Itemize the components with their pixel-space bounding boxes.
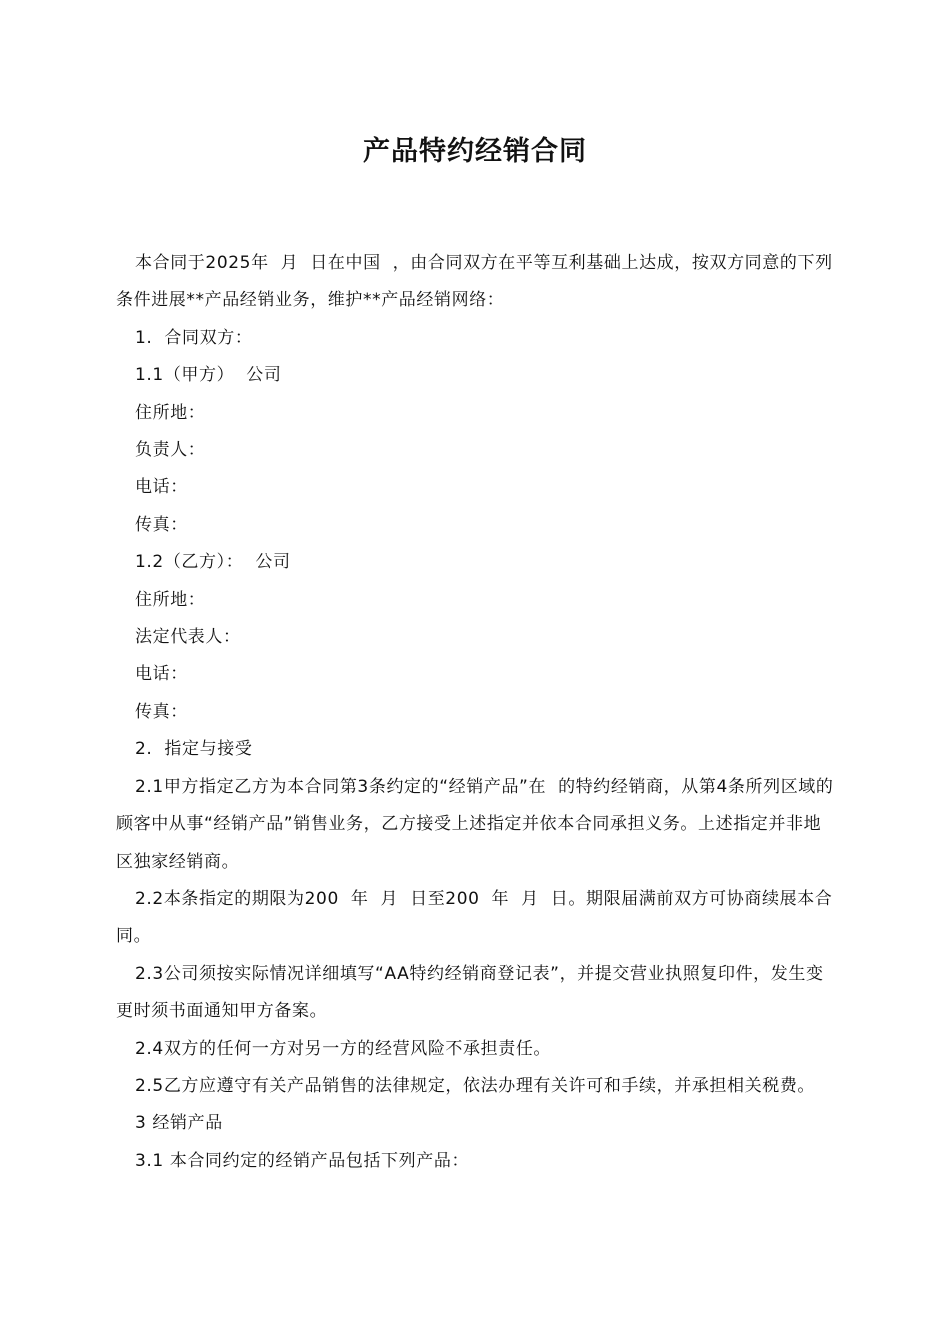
clause-2-1: 2.1甲方指定乙方为本合同第3条约定的“经销产品”在 的特约经销商，从第4条所列区域的顾客中从事“经销产品”销售业务，乙方接受上述指定并依本合同承担义务。上述指定并非地区独家经销商。 — [116, 776, 834, 872]
party-b-phone: 电话： — [135, 664, 188, 685]
clause-2-4: 2.4双方的任何一方对另一方的经营风险不承担责任。 — [135, 1038, 552, 1059]
document-body — [116, 245, 838, 1180]
party-a-address: 住所地： — [135, 402, 206, 423]
clause-3-1: 3.1 本合同约定的经销产品包括下列产品： — [135, 1150, 470, 1171]
party-b-fax: 传真： — [135, 701, 188, 722]
section-3-heading: 3 经销产品 — [135, 1113, 223, 1134]
section-1-heading: 1. 合同双方： — [135, 327, 253, 348]
preamble-paragraph: 本合同于2025年 月 日在中国 ，由合同双方在平等互利基础上达成，按双方同意的下列条件进展**产品经销业务，维护**产品经销网络： — [116, 253, 833, 311]
party-a-responsible-person: 负责人： — [135, 440, 206, 461]
clause-2-3: 2.3公司须按实际情况详细填写“AA特约经销商登记表”，并提交营业执照复印件，发生变更时须书面通知甲方备案。 — [116, 963, 824, 1022]
party-b-legal-representative: 法定代表人： — [135, 627, 241, 648]
party-a-line: 1.1（甲方） 公司 — [135, 365, 282, 386]
party-a-fax: 传真： — [135, 514, 188, 535]
document-title: 产品特约经销合同 — [363, 136, 587, 167]
party-a-phone: 电话： — [135, 477, 188, 498]
clause-2-5: 2.5乙方应遵守有关产品销售的法律规定，依法办理有关许可和手续，并承担相关税费。 — [135, 1075, 816, 1096]
party-b-address: 住所地： — [135, 589, 206, 610]
clause-2-2: 2.2本条指定的期限为200 年 月 日至200 年 月 日。期限届满前双方可协商续展本合同。 — [116, 888, 833, 947]
party-b-line: 1.2（乙方）： 公司 — [135, 552, 291, 573]
section-2-heading: 2. 指定与接受 — [135, 739, 253, 760]
